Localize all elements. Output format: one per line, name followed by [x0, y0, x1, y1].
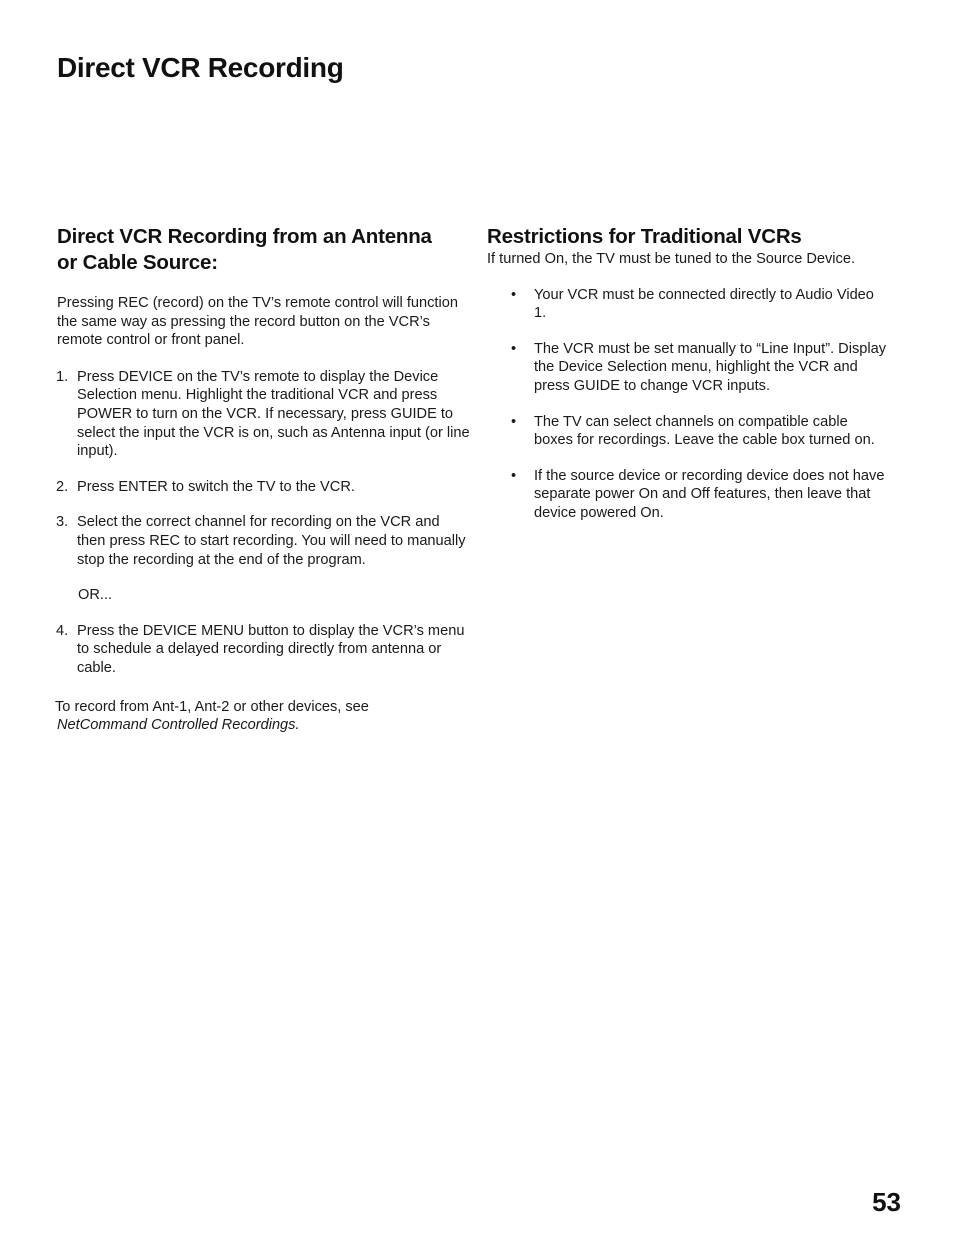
- list-item-text: If the source device or recording device does not have separate power On and Off features, then leave that device powered On.: [534, 467, 885, 521]
- step-text: Press the DEVICE MENU button to display the VCR’s menu to schedule a delayed recording directly from antenna or cable.: [77, 622, 465, 676]
- step-item: [57, 478, 472, 497]
- left-column: [57, 224, 472, 735]
- step-number: 2.: [56, 478, 69, 495]
- bullet-icon: •: [511, 286, 517, 303]
- bullet-icon: •: [511, 467, 517, 484]
- heading-line-1: Direct VCR Recording from an Antenna: [57, 225, 432, 248]
- heading-line-2: or Cable Source:: [57, 251, 218, 274]
- step-item: [57, 368, 472, 461]
- step-text: Press ENTER to switch the TV to the VCR.: [77, 478, 355, 495]
- note-text: To record from Ant-1, Ant-2 or other devices, see: [55, 698, 369, 715]
- step-item: [57, 622, 472, 678]
- reference-note: [55, 698, 472, 735]
- step-text: Press DEVICE on the TV’s remote to display the Device Selection menu. Highlight the traditional VCR and press POWER to turn on the VCR. If necessary, press GUIDE to select the input the VCR is on, such as Antenna input (or line input).: [77, 368, 470, 460]
- intro-paragraph: Pressing REC (record) on the TV’s remote control will function the same way as pressing the record button on the VCR’s remote control or front panel.: [57, 295, 458, 349]
- section-heading-restrictions: Restrictions for Traditional VCRs: [487, 225, 802, 248]
- list-item: [487, 340, 887, 396]
- step-item: [57, 513, 472, 569]
- step-text: Select the correct channel for recording on the VCR and then press REC to start recording. You will need to manually stop the recording at the end of the program.: [77, 514, 466, 568]
- restrictions-list: [487, 286, 887, 523]
- step-number: 3.: [56, 514, 69, 531]
- list-item-text: The VCR must be set manually to “Line Input”. Display the Device Selection menu, highlight the VCR and press GUIDE to change VCR inputs.: [534, 340, 887, 394]
- bullet-icon: •: [511, 413, 517, 430]
- step-number: 1.: [56, 368, 69, 385]
- bullet-icon: •: [511, 340, 517, 357]
- list-item: [487, 413, 887, 450]
- list-item: [487, 286, 887, 323]
- or-separator: OR...: [78, 587, 113, 604]
- list-item: [487, 467, 887, 523]
- page-title: Direct VCR Recording: [57, 52, 344, 83]
- note-reference: NetCommand Controlled Recordings.: [57, 717, 300, 734]
- page-number: 53: [872, 1187, 901, 1217]
- list-item-text: Your VCR must be connected directly to Audio Video 1.: [534, 286, 874, 322]
- section-heading-direct-recording: [57, 224, 472, 276]
- list-item-text: The TV can select channels on compatible cable boxes for recordings. Leave the cable box turned on.: [534, 413, 875, 449]
- step-number: 4.: [56, 622, 69, 639]
- restrictions-intro: If turned On, the TV must be tuned to the Source Device.: [487, 251, 856, 267]
- right-column: [487, 224, 887, 540]
